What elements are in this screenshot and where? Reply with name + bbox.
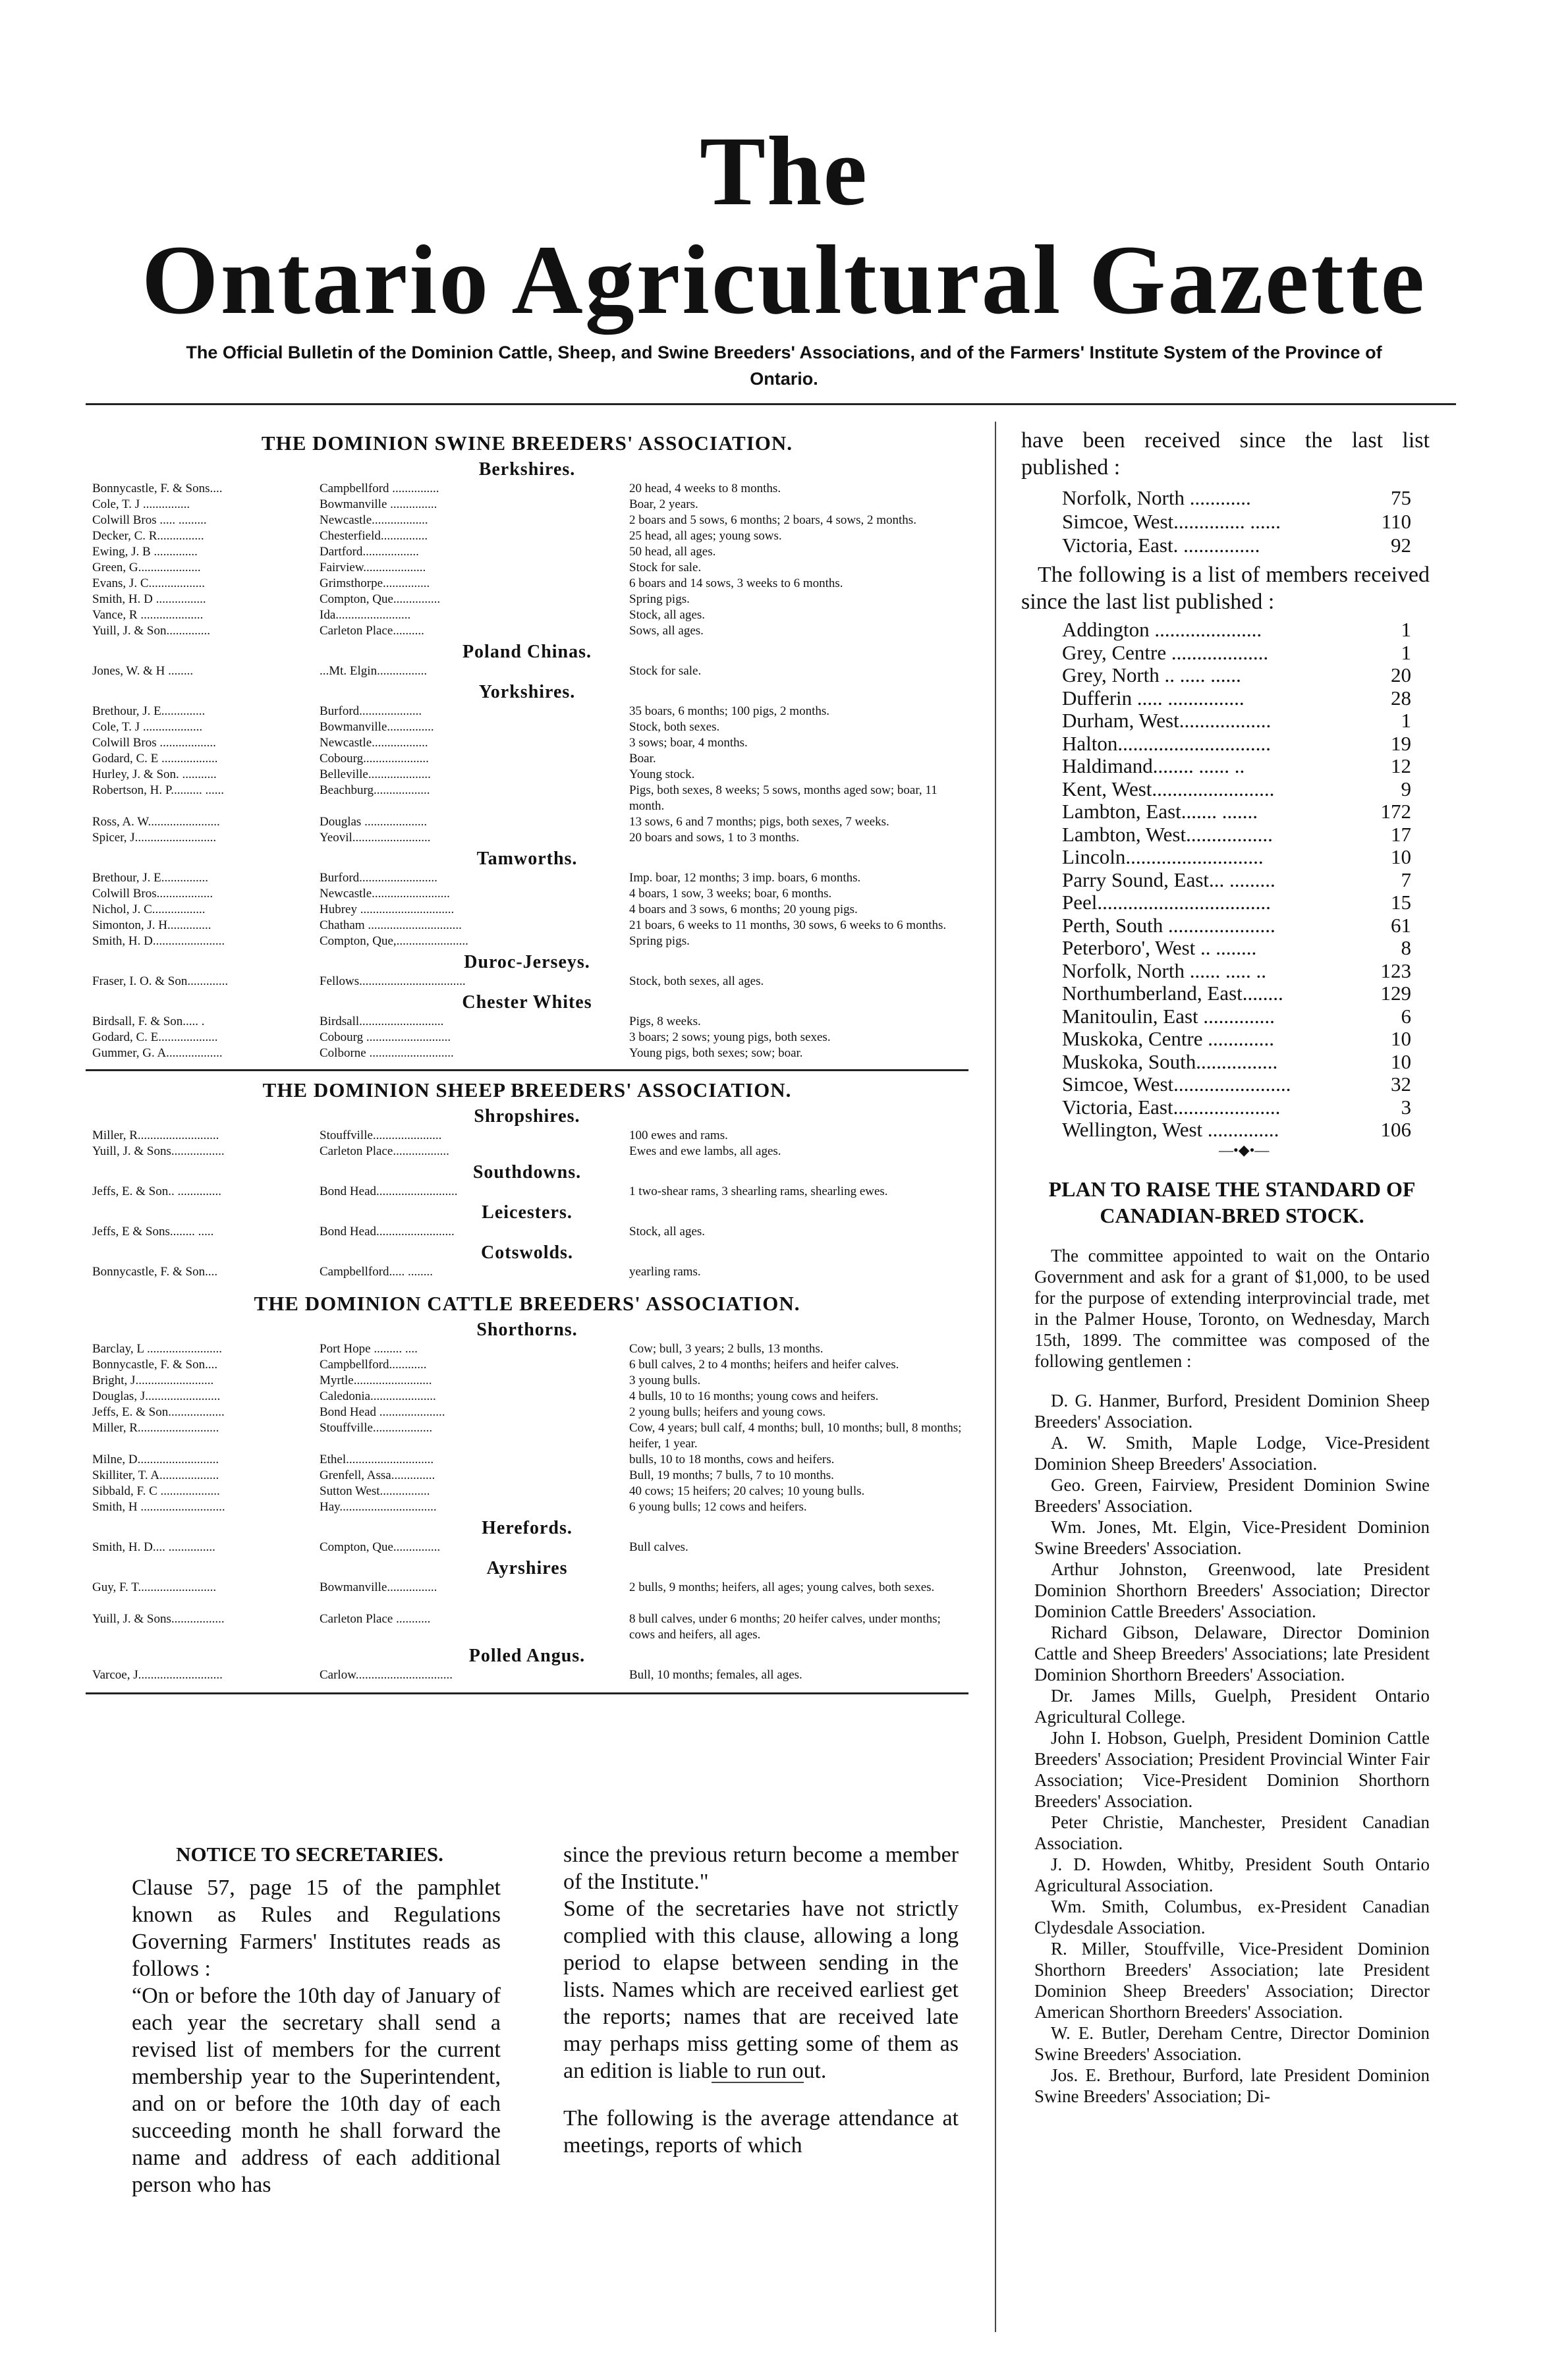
breeder-location: ...Mt. Elgin................ (320, 664, 428, 678)
breed-heading: Chester Whites (462, 992, 592, 1013)
count-value: 19 (1391, 731, 1411, 755)
count-row (1062, 754, 1411, 779)
breeder-location: Sutton West................ (320, 1484, 430, 1498)
breeder-location: Cobourg..................... (320, 752, 429, 766)
breeder-name: Ewing, J. B .............. (92, 545, 198, 559)
breeder-name: Jones, W. & H ........ (92, 664, 194, 678)
notice-column-2-continued: The following is the average attendance at meetings, reports of which (563, 2106, 959, 2158)
breeder-name: Smith, H. D....................... (92, 934, 225, 948)
count-row (1062, 868, 1411, 893)
stock-description: Young pigs, both sexes; sow; boar. (629, 1046, 803, 1060)
committee-member: Jos. E. Brethour, Burford, late President Dominion Swine Breeders' Association; Di- (1034, 2065, 1430, 2106)
stock-description: 8 bull calves, under 6 months; 20 heifer calves, under months; cows and heifers, all ages. (629, 1612, 941, 1642)
count-label: Grey, Centre ................... (1062, 640, 1269, 664)
breed-heading: Polled Angus. (468, 1646, 586, 1666)
committee-member: D. G. Hanmer, Burford, President Dominion Sheep Breeders' Association. (1034, 1391, 1430, 1432)
count-row (1062, 1117, 1411, 1142)
count-label: Addington ..................... (1062, 618, 1262, 641)
stock-description: bulls, 10 to 18 months, cows and heifers. (629, 1453, 835, 1466)
count-row (1062, 822, 1411, 847)
stock-description: 3 young bulls. (629, 1374, 701, 1387)
stock-description: Stock, both sexes. (629, 720, 720, 734)
breeder-location: Grenfell, Assa.............. (320, 1468, 435, 1482)
committee-members (1034, 1390, 1430, 2107)
count-row (1062, 486, 1411, 511)
count-label: Muskoka, Centre ............. (1062, 1027, 1275, 1050)
breeder-location: Bowmanville ............... (320, 497, 437, 511)
masthead-title-line2: Ontario Agricultural Gazette (141, 225, 1427, 335)
breeder-name: Bonnycastle, F. & Son.... (92, 1265, 218, 1279)
stock-description: 35 boars, 6 months; 100 pigs, 2 months. (629, 704, 830, 718)
count-row (1062, 1072, 1411, 1097)
breeder-location: Stouffville................... (320, 1421, 433, 1435)
breeder-name: Colwill Bros .................. (92, 736, 216, 750)
count-row (1062, 981, 1411, 1006)
ornament-divider: —•◆•— (1219, 1142, 1270, 1158)
breeder-location: Bond Head ..................... (320, 1405, 445, 1419)
committee-member: Wm. Smith, Columbus, ex-President Canadian Clydesdale Association. (1034, 1897, 1430, 1937)
breeder-name: Gummer, G. A.................. (92, 1046, 223, 1060)
breeder-name: Vance, R .................... (92, 608, 204, 622)
breeder-name: Varcoe, J........................... (92, 1668, 223, 1682)
count-value: 61 (1391, 913, 1411, 937)
count-value: 123 (1380, 959, 1411, 982)
count-label: Grey, North .. ..... ...... (1062, 663, 1241, 686)
count-row (1062, 640, 1411, 665)
count-row (1062, 913, 1411, 938)
count-row (1062, 617, 1411, 642)
breed-heading: Shropshires. (474, 1106, 580, 1127)
masthead-rule (86, 403, 1456, 405)
count-value: 32 (1391, 1072, 1411, 1096)
breeder-name: Brethour, J. E.............. (92, 704, 206, 718)
breeder-location: Campbellford ............... (320, 482, 439, 495)
stock-description: 1 two-shear rams, 3 shearling rams, shearling ewes. (629, 1184, 888, 1198)
count-value: 10 (1391, 845, 1411, 868)
breeder-name: Douglas, J........................ (92, 1389, 221, 1403)
count-label: Northumberland, East........ (1062, 982, 1283, 1005)
count-row (1062, 845, 1411, 870)
committee-member: Peter Christie, Manchester, President Canadian Association. (1034, 1812, 1430, 1853)
breed-heading: Leicesters. (482, 1202, 573, 1223)
stock-description: 25 head, all ages; young sows. (629, 529, 782, 543)
breeder-location: Yeovil......................... (320, 831, 431, 845)
breed-heading: Cotswolds. (481, 1242, 573, 1263)
breeder-name: Miller, R.......................... (92, 1421, 219, 1435)
count-value: 8 (1401, 936, 1411, 959)
stock-description: Boar. (629, 752, 656, 766)
count-label: Peterboro', West .. ........ (1062, 936, 1257, 959)
stock-description: Spring pigs. (629, 592, 690, 606)
stock-description: Stock for sale. (629, 561, 702, 574)
breeder-name: Ross, A. W....................... (92, 815, 220, 829)
stock-description: Spring pigs. (629, 934, 690, 948)
breeder-name: Colwill Bros ..... ......... (92, 513, 207, 527)
plan-intro: The committee appointed to wait on the Ontario Government and ask for a grant of $1,000, to be used for the purpose of extending interprovincial trade, met in the Palmer House, Toronto, on Wednesday, March 15th, 1899. The committee was composed of the following gentlemen : (1034, 1246, 1430, 1371)
breeder-location: Campbellford............ (320, 1358, 427, 1372)
breeder-name: Cole, T. J ............... (92, 497, 190, 511)
count-label: Kent, West........................ (1062, 777, 1275, 800)
committee-member: W. E. Butler, Dereham Centre, Director Dominion Swine Breeders' Association. (1034, 2023, 1430, 2064)
breeder-location: Colborne ........................... (320, 1046, 454, 1060)
stock-description: Bull calves. (629, 1540, 688, 1554)
breeder-name: Green, G.................... (92, 561, 201, 574)
count-label: Peel.................................. (1062, 891, 1271, 914)
stock-description: 4 boars, 1 sow, 3 weeks; boar, 6 months. (629, 887, 832, 901)
breeder-location: Compton, Que,....................... (320, 934, 468, 948)
stock-description: Pigs, 8 weeks. (629, 1015, 701, 1028)
stock-description: Stock, all ages. (629, 608, 706, 622)
stock-description: Stock for sale. (629, 664, 702, 678)
committee-member: Geo. Green, Fairview, President Dominion Swine Breeders' Association. (1034, 1475, 1430, 1516)
count-row (1062, 959, 1411, 984)
breeder-name: Barclay, L ........................ (92, 1342, 222, 1356)
stock-description: Young stock. (629, 767, 695, 781)
breeder-location: Carlow............................... (320, 1668, 453, 1682)
breeder-name: Jeffs, E. & Son.. .............. (92, 1184, 221, 1198)
swine-association-heading: THE DOMINION SWINE BREEDERS' ASSOCIATION. (261, 432, 793, 455)
count-value: 172 (1380, 800, 1411, 823)
count-value: 1 (1401, 618, 1411, 641)
breeder-name: Miller, R.......................... (92, 1128, 219, 1142)
count-row (1062, 533, 1411, 558)
breeder-name: Bonnycastle, F. & Son.... (92, 1358, 218, 1372)
count-label: Lincoln........................... (1062, 845, 1264, 868)
count-label: Lambton, East....... ....... (1062, 800, 1258, 823)
count-value: 10 (1391, 1027, 1411, 1050)
breeder-name: Nichol, J. C................. (92, 903, 206, 916)
breeder-name: Smith, H. D.... ............... (92, 1540, 215, 1554)
breeder-location: Chatham .............................. (320, 918, 462, 932)
breed-heading: Poland Chinas. (462, 642, 592, 662)
breed-heading: Duroc-Jerseys. (464, 952, 590, 972)
breeder-name: Guy, F. T......................... (92, 1580, 217, 1594)
breeder-location: Stouffville...................... (320, 1128, 442, 1142)
breeder-location: Compton, Que............... (320, 592, 441, 606)
count-label: Haldimand........ ...... .. (1062, 754, 1245, 777)
stock-description: 100 ewes and rams. (629, 1128, 728, 1142)
sheep-association-heading: THE DOMINION SHEEP BREEDERS' ASSOCIATION. (262, 1078, 792, 1101)
plan-heading: PLAN TO RAISE THE STANDARD OF CANADIAN-BRED STOCK. (1048, 1177, 1416, 1227)
stock-description: 4 bulls, 10 to 16 months; young cows and heifers. (629, 1389, 879, 1403)
breeder-location: Newcastle.................. (320, 513, 428, 527)
breeder-name: Brethour, J. E............... (92, 871, 209, 885)
count-row (1062, 708, 1411, 733)
stock-description: 2 boars and 5 sows, 6 months; 2 boars, 4 sows, 2 months. (629, 513, 916, 527)
breeder-location: Hubrey .............................. (320, 903, 455, 916)
count-row (1062, 663, 1411, 688)
breeder-name: Sibbald, F. C ................... (92, 1484, 220, 1498)
stock-description: Stock, both sexes, all ages. (629, 974, 764, 988)
breeder-name: Yuill, J. & Sons................. (92, 1612, 225, 1626)
breeder-name: Evans, J. C.................. (92, 576, 205, 590)
count-row (1062, 1026, 1411, 1051)
breeder-location: Chesterfield............... (320, 529, 428, 543)
breeder-location: Port Hope ......... .... (320, 1342, 418, 1356)
breeder-location: Caledonia..................... (320, 1389, 436, 1403)
count-row (1062, 1095, 1411, 1120)
count-label: Simcoe, West.............. ...... (1062, 510, 1281, 533)
committee-member: J. D. Howden, Whitby, President South Ontario Agricultural Association. (1034, 1854, 1430, 1895)
breeder-location: Bond Head.......................... (320, 1184, 458, 1198)
count-label: Norfolk, North ............ (1062, 486, 1251, 509)
count-value: 28 (1391, 686, 1411, 710)
breeder-location: Myrtle......................... (320, 1374, 432, 1387)
stock-description: 4 boars and 3 sows, 6 months; 20 young pigs. (629, 903, 858, 916)
count-label: Manitoulin, East .............. (1062, 1004, 1275, 1028)
column-divider (995, 422, 996, 2332)
breeder-name: Skilliter, T. A................... (92, 1468, 219, 1482)
stock-description: 3 boars; 2 sows; young pigs, both sexes. (629, 1030, 831, 1044)
count-label: Parry Sound, East... ......... (1062, 868, 1275, 891)
count-row (1062, 799, 1411, 824)
breeder-name: Godard, C. E .................. (92, 752, 218, 766)
breeder-location: Newcastle......................... (320, 887, 450, 901)
count-value: 9 (1401, 777, 1411, 800)
breeder-name: Bonnycastle, F. & Sons.... (92, 482, 223, 495)
count-row (1062, 777, 1411, 802)
notice-heading: NOTICE TO SECRETARIES. (176, 1843, 443, 1866)
breeder-location: Newcastle.................. (320, 736, 428, 750)
members-intro: The following is a list of members received since the last list published : (1021, 563, 1430, 614)
breeder-name: Godard, C. E................... (92, 1030, 218, 1044)
breeder-name: Bright, J......................... (92, 1374, 214, 1387)
breeder-name: Simonton, J. H.............. (92, 918, 211, 932)
breeder-location: Ethel............................ (320, 1453, 434, 1466)
breeder-location: Birdsall........................... (320, 1015, 444, 1028)
breed-heading: Ayrshires (486, 1558, 568, 1578)
count-label: Victoria, East. ............... (1062, 534, 1260, 557)
count-label: Halton.............................. (1062, 731, 1271, 755)
count-value: 129 (1380, 982, 1411, 1005)
count-value: 75 (1391, 486, 1411, 509)
breeder-location: Grimsthorpe............... (320, 576, 430, 590)
stock-description: 3 sows; boar, 4 months. (629, 736, 748, 750)
breeder-name: Jeffs, E & Sons........ ..... (92, 1225, 214, 1239)
breeder-location: Carleton Place.......... (320, 624, 424, 638)
breeder-location: Carleton Place.................. (320, 1144, 449, 1158)
stock-description: 13 sows, 6 and 7 months; pigs, both sexes, 7 weeks. (629, 815, 889, 829)
count-value: 110 (1381, 510, 1411, 533)
stock-description: 50 head, all ages. (629, 545, 716, 559)
count-label: Wellington, West .............. (1062, 1118, 1279, 1141)
breeder-location: Hay............................... (320, 1500, 437, 1514)
breed-heading: Southdowns. (472, 1162, 582, 1183)
committee-member: John I. Hobson, Guelph, President Dominion Cattle Breeders' Association; President Provincial Winter Fair Association; Vice-President Dominion Shorthorn Breeders' Association. (1034, 1728, 1430, 1811)
breeder-name: Robertson, H. P.......... ...... (92, 783, 225, 797)
breed-heading: Yorkshires. (478, 682, 576, 702)
stock-description: Cow, 4 years; bull calf, 4 months; bull, 10 months; bull, 8 months; heifer, 1 year. (629, 1421, 962, 1451)
count-value: 3 (1401, 1095, 1411, 1119)
section-rule (86, 1069, 968, 1071)
breeder-name: Milne, D.......................... (92, 1453, 219, 1466)
committee-member: Arthur Johnston, Greenwood, late President Dominion Shorthorn Breeders' Association; Director Dominion Cattle Breeders' Association. (1034, 1559, 1430, 1621)
breeder-name: Jeffs, E. & Son.................. (92, 1405, 225, 1419)
breed-heading: Tamworths. (476, 849, 578, 869)
breeder-name: Cole, T. J ................... (92, 720, 203, 734)
breeder-location: Bowmanville............... (320, 720, 434, 734)
count-value: 106 (1380, 1118, 1411, 1141)
breeder-name: Yuill, J. & Son.............. (92, 624, 210, 638)
breeder-location: Bowmanville................ (320, 1580, 437, 1594)
committee-member: A. W. Smith, Maple Lodge, Vice-President Dominion Sheep Breeders' Association. (1034, 1433, 1430, 1474)
breeder-location: Cobourg ........................... (320, 1030, 451, 1044)
breeder-location: Burford.................... (320, 704, 422, 718)
breed-heading: Berkshires. (478, 459, 576, 480)
breed-heading: Herefords. (482, 1518, 573, 1538)
breeder-location: Campbellford..... ........ (320, 1265, 434, 1279)
count-label: Dufferin ..... ............... (1062, 686, 1245, 710)
stock-description: yearling rams. (629, 1265, 701, 1279)
count-row (1062, 1049, 1411, 1074)
stock-description: Bull, 10 months; females, all ages. (629, 1668, 802, 1682)
stock-description: Imp. boar, 12 months; 3 imp. boars, 6 months. (629, 871, 861, 885)
breeder-location: Carleton Place ........... (320, 1612, 431, 1626)
breeder-name: Birdsall, F. & Son..... . (92, 1015, 205, 1028)
committee-member: R. Miller, Stouffville, Vice-President Dominion Shorthorn Breeders' Association; late President Dominion Sheep Breeders' Association; Director American Shorthorn Breeders' Association. (1034, 1939, 1430, 2022)
count-label: Muskoka, South................ (1062, 1049, 1278, 1073)
count-value: 15 (1391, 891, 1411, 914)
stock-description: 2 young bulls; heifers and young cows. (629, 1405, 826, 1419)
count-value: 10 (1391, 1049, 1411, 1073)
committee-member: Richard Gibson, Delaware, Director Dominion Cattle and Sheep Breeders' Associations; late President Dominion Shorthorn Breeders' Association. (1034, 1623, 1430, 1685)
committee-member: Dr. James Mills, Guelph, President Ontario Agricultural College. (1034, 1686, 1430, 1727)
breeder-name: Fraser, I. O. & Son............. (92, 974, 229, 988)
stock-description: 6 bull calves, 2 to 4 months; heifers and heifer calves. (629, 1358, 899, 1372)
stock-description: Stock, all ages. (629, 1225, 706, 1239)
stock-description: Boar, 2 years. (629, 497, 698, 511)
section-rule (86, 1692, 968, 1694)
stock-description: 2 bulls, 9 months; heifers, all ages; young calves, both sexes. (629, 1580, 935, 1594)
breeder-name: Smith, H ........................... (92, 1500, 225, 1514)
breeder-location: Fellows.................................. (320, 974, 466, 988)
breeder-name: Hurley, J. & Son. ........... (92, 767, 217, 781)
count-label: Simcoe, West....................... (1062, 1072, 1291, 1096)
masthead-subtitle: The Official Bulletin of the Dominion Cattle, Sheep, and Swine Breeders' Associations, and of the Farmers' Institute System of the Province of Ontario. (186, 343, 1382, 389)
breeder-location: Fairview.................... (320, 561, 426, 574)
count-row (1062, 935, 1411, 961)
breeder-location: Burford......................... (320, 871, 437, 885)
stock-description: 6 young bulls; 12 cows and heifers. (629, 1500, 807, 1514)
breeder-location: Beachburg.................. (320, 783, 430, 797)
stock-description: 6 boars and 14 sows, 3 weeks to 6 months. (629, 576, 843, 590)
count-value: 92 (1391, 534, 1411, 557)
count-label: Perth, South ..................... (1062, 913, 1275, 937)
count-value: 6 (1401, 1004, 1411, 1028)
attendance-intro: have been received since the last list published : (1021, 428, 1430, 480)
stock-description: Sows, all ages. (629, 624, 704, 638)
stock-description: Pigs, both sexes, 8 weeks; 5 sows, months aged sow; boar, 11 month. (629, 783, 938, 813)
count-row (1062, 731, 1411, 756)
count-value: 1 (1401, 709, 1411, 732)
count-value: 17 (1391, 822, 1411, 846)
breeder-location: Bond Head......................... (320, 1225, 455, 1239)
count-value: 7 (1401, 868, 1411, 891)
stock-description: 20 boars and sows, 1 to 3 months. (629, 831, 800, 845)
count-row (1062, 1004, 1411, 1029)
breeder-location: Ida........................ (320, 608, 411, 622)
count-row (1062, 686, 1411, 711)
breeder-location: Dartford.................. (320, 545, 419, 559)
count-row (1062, 509, 1411, 534)
count-value: 12 (1391, 754, 1411, 777)
stock-description: 20 head, 4 weeks to 8 months. (629, 482, 781, 495)
count-value: 1 (1401, 640, 1411, 664)
notice-column-2: since the previous return become a member of the Institute." Some of the secretaries have not strictly complied with this clause, allowing a long period to elapse between sending in the lists. Names which are received earliest get the reports; names that are received late may perhaps miss getting some of them as an edition is liable to run out. (563, 1843, 959, 2083)
breeder-location: Belleville.................... (320, 767, 431, 781)
stock-description: 21 boars, 6 weeks to 11 months, 30 sows, 6 weeks to 6 months. (629, 918, 947, 932)
breeder-location: Compton, Que............... (320, 1540, 441, 1554)
breeder-location: Douglas .................... (320, 815, 428, 829)
breeder-name: Yuill, J. & Sons................. (92, 1144, 225, 1158)
count-value: 20 (1391, 663, 1411, 686)
stock-description: Bull, 19 months; 7 bulls, 7 to 10 months. (629, 1468, 834, 1482)
count-row (1062, 890, 1411, 915)
notice-column-1: Clause 57, page 15 of the pamphlet known as Rules and Regulations Governing Farmers' Institutes reads as follows : “On or before the 10th day of January of each year the secretary shall send a revised list of members for the current membership year to the Superintendent, and on or before the 10th day of each succeeding month he shall forward the name and address of each additional person who has (132, 1876, 501, 2197)
stock-description: Ewes and ewe lambs, all ages. (629, 1144, 781, 1158)
stock-description: 40 cows; 15 heifers; 20 calves; 10 young bulls. (629, 1484, 865, 1498)
breeder-name: Decker, C. R............... (92, 529, 204, 543)
count-label: Norfolk, North ...... ..... .. (1062, 959, 1266, 982)
notice-divider (712, 2082, 804, 2083)
breeder-name: Smith, H. D ................ (92, 592, 206, 606)
stock-description: Cow; bull, 3 years; 2 bulls, 13 months. (629, 1342, 824, 1356)
count-label: Durham, West.................. (1062, 709, 1272, 732)
breed-heading: Shorthorns. (476, 1320, 578, 1340)
count-label: Lambton, West................. (1062, 822, 1273, 846)
breeder-name: Colwill Bros.................. (92, 887, 213, 901)
count-label: Victoria, East..................... (1062, 1095, 1281, 1119)
cattle-association-heading: THE DOMINION CATTLE BREEDERS' ASSOCIATION. (254, 1292, 800, 1315)
committee-member: Wm. Jones, Mt. Elgin, Vice-President Dominion Swine Breeders' Association. (1034, 1517, 1430, 1558)
breeder-name: Spicer, J.......................... (92, 831, 217, 845)
masthead-title-line1: The (699, 117, 869, 226)
